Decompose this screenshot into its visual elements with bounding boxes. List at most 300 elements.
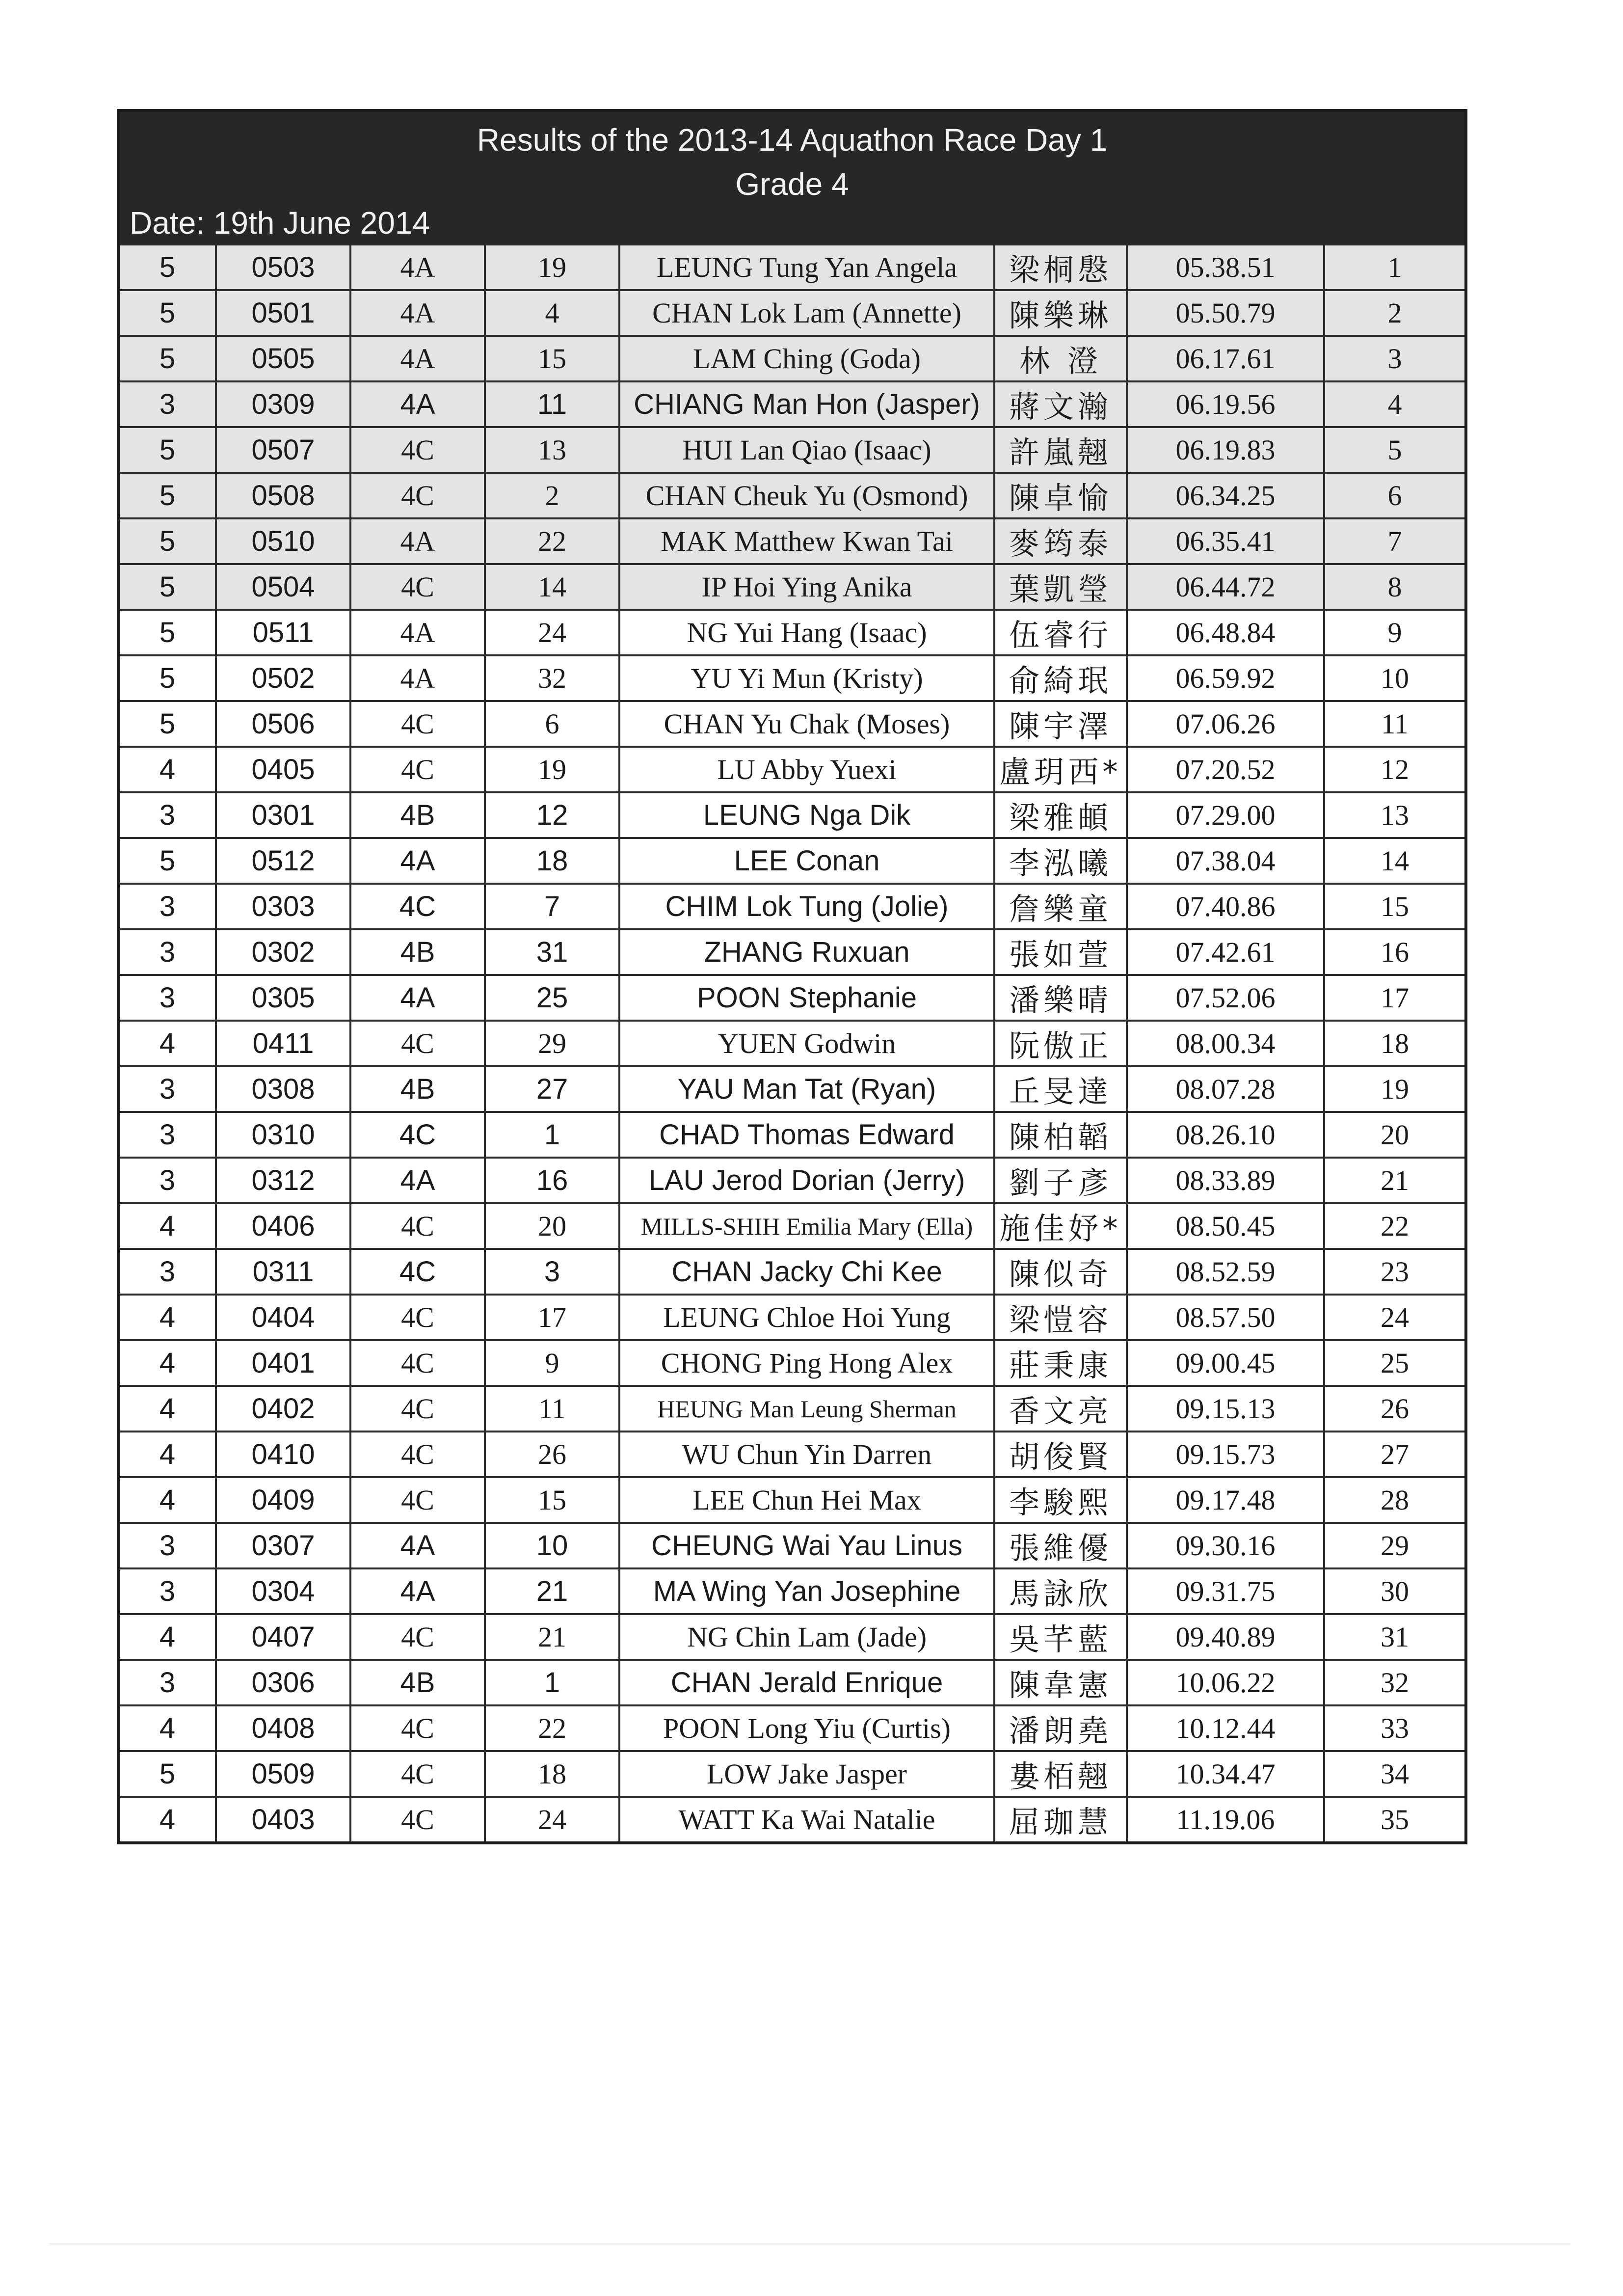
row-code-cell: 3	[120, 975, 216, 1021]
table-row	[120, 1340, 1464, 1386]
class-number-cell: 11	[485, 381, 619, 427]
class-cell: 4A	[350, 290, 485, 336]
class-cell: 4C	[350, 884, 485, 929]
race-date: Date: 19th June 2014	[130, 205, 430, 241]
table-row	[120, 747, 1464, 792]
table-row	[120, 1751, 1464, 1797]
class-number-cell: 16	[485, 1158, 619, 1203]
student-name-cell: YUEN Godwin	[619, 1021, 994, 1066]
chinese-name-cell: 施佳妤*	[994, 1203, 1127, 1249]
student-name-cell: LEUNG Tung Yan Angela	[619, 245, 994, 290]
row-code-cell: 5	[120, 518, 216, 564]
student-name-cell: LAM Ching (Goda)	[619, 336, 994, 381]
class-cell: 4A	[350, 610, 485, 655]
chinese-name-cell: 伍睿行	[994, 610, 1127, 655]
student-id-cell: 0308	[216, 1066, 350, 1112]
race-time-cell: 09.00.45	[1127, 1340, 1324, 1386]
position-cell: 17	[1324, 975, 1464, 1021]
class-cell: 4A	[350, 655, 485, 701]
class-cell: 4C	[350, 1340, 485, 1386]
row-code-cell: 5	[120, 655, 216, 701]
class-cell: 4A	[350, 1158, 485, 1203]
table-row	[120, 884, 1464, 929]
student-name-cell: LEE Conan	[619, 838, 994, 884]
row-code-cell: 4	[120, 1614, 216, 1660]
class-cell: 4C	[350, 1386, 485, 1432]
race-time-cell: 07.06.26	[1127, 701, 1324, 747]
student-id-cell: 0304	[216, 1568, 350, 1614]
class-number-cell: 22	[485, 1705, 619, 1751]
student-name-cell: YAU Man Tat (Ryan)	[619, 1066, 994, 1112]
student-name-cell: MILLS-SHIH Emilia Mary (Ella)	[619, 1203, 994, 1249]
scan-edge-line	[49, 2243, 1570, 2244]
position-cell: 10	[1324, 655, 1464, 701]
class-number-cell: 25	[485, 975, 619, 1021]
student-id-cell: 0410	[216, 1432, 350, 1477]
position-cell: 8	[1324, 564, 1464, 610]
class-number-cell: 18	[485, 838, 619, 884]
class-number-cell: 1	[485, 1660, 619, 1705]
position-cell: 30	[1324, 1568, 1464, 1614]
chinese-name-cell: 俞綺珉	[994, 655, 1127, 701]
student-id-cell: 0409	[216, 1477, 350, 1523]
chinese-name-cell: 張維優	[994, 1523, 1127, 1568]
race-time-cell: 06.59.92	[1127, 655, 1324, 701]
student-id-cell: 0309	[216, 381, 350, 427]
row-code-cell: 5	[120, 701, 216, 747]
student-name-cell: CHIM Lok Tung (Jolie)	[619, 884, 994, 929]
class-cell: 4B	[350, 1066, 485, 1112]
class-number-cell: 27	[485, 1066, 619, 1112]
position-cell: 14	[1324, 838, 1464, 884]
table-row	[120, 1614, 1464, 1660]
class-number-cell: 21	[485, 1568, 619, 1614]
table-row	[120, 1432, 1464, 1477]
row-code-cell: 4	[120, 1386, 216, 1432]
table-row	[120, 1203, 1464, 1249]
chinese-name-cell: 婁栢翹	[994, 1751, 1127, 1797]
chinese-name-cell: 莊秉康	[994, 1340, 1127, 1386]
race-time-cell: 06.34.25	[1127, 473, 1324, 518]
race-time-cell: 09.30.16	[1127, 1523, 1324, 1568]
chinese-name-cell: 梁雅頔	[994, 792, 1127, 838]
chinese-name-cell: 林 澄	[994, 336, 1127, 381]
class-number-cell: 4	[485, 290, 619, 336]
student-name-cell: CHAN Cheuk Yu (Osmond)	[619, 473, 994, 518]
student-name-cell: HUI Lan Qiao (Isaac)	[619, 427, 994, 473]
race-time-cell: 06.17.61	[1127, 336, 1324, 381]
student-id-cell: 0501	[216, 290, 350, 336]
class-cell: 4A	[350, 245, 485, 290]
table-row	[120, 1705, 1464, 1751]
class-number-cell: 17	[485, 1295, 619, 1340]
race-time-cell: 08.57.50	[1127, 1295, 1324, 1340]
student-id-cell: 0404	[216, 1295, 350, 1340]
class-cell: 4C	[350, 1751, 485, 1797]
student-name-cell: HEUNG Man Leung Sherman	[619, 1386, 994, 1432]
race-time-cell: 07.38.04	[1127, 838, 1324, 884]
results-title: Results of the 2013-14 Aquathon Race Day 1	[477, 122, 1108, 158]
student-name-cell: CHONG Ping Hong Alex	[619, 1340, 994, 1386]
position-cell: 33	[1324, 1705, 1464, 1751]
chinese-name-cell: 屈珈慧	[994, 1797, 1127, 1841]
position-cell: 23	[1324, 1249, 1464, 1295]
student-id-cell: 0311	[216, 1249, 350, 1295]
row-code-cell: 5	[120, 1751, 216, 1797]
student-name-cell: LAU Jerod Dorian (Jerry)	[619, 1158, 994, 1203]
table-row	[120, 1158, 1464, 1203]
table-row	[120, 1295, 1464, 1340]
position-cell: 26	[1324, 1386, 1464, 1432]
class-number-cell: 6	[485, 701, 619, 747]
chinese-name-cell: 劉子彥	[994, 1158, 1127, 1203]
class-number-cell: 22	[485, 518, 619, 564]
student-id-cell: 0305	[216, 975, 350, 1021]
class-cell: 4C	[350, 1112, 485, 1158]
table-row	[120, 381, 1464, 427]
class-cell: 4C	[350, 1249, 485, 1295]
race-time-cell: 09.40.89	[1127, 1614, 1324, 1660]
table-row	[120, 1523, 1464, 1568]
class-number-cell: 24	[485, 1797, 619, 1841]
class-cell: 4A	[350, 1568, 485, 1614]
student-name-cell: CHAN Jerald Enrique	[619, 1660, 994, 1705]
row-code-cell: 4	[120, 1295, 216, 1340]
student-name-cell: NG Chin Lam (Jade)	[619, 1614, 994, 1660]
position-cell: 2	[1324, 290, 1464, 336]
position-cell: 12	[1324, 747, 1464, 792]
student-id-cell: 0508	[216, 473, 350, 518]
race-time-cell: 06.44.72	[1127, 564, 1324, 610]
student-id-cell: 0406	[216, 1203, 350, 1249]
student-id-cell: 0511	[216, 610, 350, 655]
race-time-cell: 06.48.84	[1127, 610, 1324, 655]
student-name-cell: CHAD Thomas Edward	[619, 1112, 994, 1158]
chinese-name-cell: 梁桐慇	[994, 245, 1127, 290]
table-row	[120, 701, 1464, 747]
row-code-cell: 4	[120, 1021, 216, 1066]
table-row	[120, 518, 1464, 564]
race-time-cell: 06.19.83	[1127, 427, 1324, 473]
results-table-body	[120, 245, 1464, 1841]
class-cell: 4C	[350, 1203, 485, 1249]
row-code-cell: 3	[120, 792, 216, 838]
row-code-cell: 4	[120, 1340, 216, 1386]
chinese-name-cell: 潘朗堯	[994, 1705, 1127, 1751]
student-name-cell: CHAN Yu Chak (Moses)	[619, 701, 994, 747]
student-id-cell: 0306	[216, 1660, 350, 1705]
student-id-cell: 0312	[216, 1158, 350, 1203]
chinese-name-cell: 梁愷容	[994, 1295, 1127, 1340]
row-code-cell: 3	[120, 1660, 216, 1705]
position-cell: 35	[1381, 1804, 1409, 1836]
position-cell: 34	[1324, 1751, 1464, 1797]
class-number-cell: 19	[485, 747, 619, 792]
table-row	[120, 975, 1464, 1021]
position-cell: 18	[1324, 1021, 1464, 1066]
position-cell: 9	[1324, 610, 1464, 655]
class-number-cell: 15	[485, 336, 619, 381]
class-cell: 4A	[350, 1523, 485, 1568]
position-cell: 25	[1324, 1340, 1464, 1386]
class-number-cell: 32	[485, 655, 619, 701]
position-cell: 21	[1324, 1158, 1464, 1203]
class-cell: 4C	[350, 564, 485, 610]
row-code-cell: 3	[120, 381, 216, 427]
class-number-cell: 14	[485, 564, 619, 610]
row-code-cell: 4	[120, 1797, 216, 1841]
position-cell: 13	[1324, 792, 1464, 838]
row-code-cell: 5	[120, 290, 216, 336]
class-number-cell: 12	[485, 792, 619, 838]
student-name-cell: ZHANG Ruxuan	[619, 929, 994, 975]
student-id-cell: 0408	[216, 1705, 350, 1751]
race-time-cell: 10.34.47	[1127, 1751, 1324, 1797]
class-number-cell: 3	[485, 1249, 619, 1295]
student-id-cell: 0506	[216, 701, 350, 747]
student-id-cell: 0405	[216, 747, 350, 792]
row-code-cell: 3	[120, 1249, 216, 1295]
student-id-cell: 0411	[216, 1021, 350, 1066]
race-time-cell: 07.29.00	[1127, 792, 1324, 838]
row-code-cell: 4	[120, 747, 216, 792]
chinese-name-cell: 陳韋憲	[994, 1660, 1127, 1705]
race-time-cell: 10.06.22	[1127, 1660, 1324, 1705]
results-header	[120, 112, 1464, 245]
race-time-cell: 07.42.61	[1127, 929, 1324, 975]
class-cell: 4A	[350, 381, 485, 427]
chinese-name-cell: 香文亮	[994, 1386, 1127, 1432]
table-row	[120, 290, 1464, 336]
class-cell: 4C	[350, 1021, 485, 1066]
student-name-cell: LEUNG Chloe Hoi Yung	[619, 1295, 994, 1340]
row-code-cell: 4	[120, 1203, 216, 1249]
chinese-name-cell: 李泓曦	[994, 838, 1127, 884]
table-row	[120, 1797, 1464, 1841]
table-row	[120, 336, 1464, 381]
student-name-cell: POON Long Yiu (Curtis)	[619, 1705, 994, 1751]
race-time-cell: 05.50.79	[1127, 290, 1324, 336]
student-name-cell: CHAN Jacky Chi Kee	[619, 1249, 994, 1295]
student-name-cell: YU Yi Mun (Kristy)	[619, 655, 994, 701]
student-id-cell: 0503	[216, 245, 350, 290]
race-time-cell: 08.52.59	[1127, 1249, 1324, 1295]
class-cell: 4A	[350, 975, 485, 1021]
results-table	[120, 245, 1464, 1841]
row-code-cell: 5	[120, 245, 216, 290]
row-code-cell: 5	[120, 336, 216, 381]
race-time-cell: 08.07.28	[1127, 1066, 1324, 1112]
position-cell: 31	[1324, 1614, 1464, 1660]
position-cell: 29	[1324, 1523, 1464, 1568]
race-time-cell: 05.38.51	[1127, 245, 1324, 290]
chinese-name-cell: 陳似奇	[994, 1249, 1127, 1295]
student-name-cell: LEUNG Nga Dik	[619, 792, 994, 838]
student-name-cell: CHIANG Man Hon (Jasper)	[619, 381, 994, 427]
row-code-cell: 5	[120, 610, 216, 655]
class-cell: 4C	[350, 427, 485, 473]
position-cell: 16	[1324, 929, 1464, 975]
student-id-cell: 0301	[216, 792, 350, 838]
race-time-cell: 09.31.75	[1127, 1568, 1324, 1614]
chinese-name-cell: 阮傲正	[994, 1021, 1127, 1066]
chinese-name-cell: 陳樂琳	[994, 290, 1127, 336]
race-time-cell: 07.40.86	[1127, 884, 1324, 929]
table-row	[120, 655, 1464, 701]
student-id-cell: 0505	[216, 336, 350, 381]
class-number-cell: 11	[485, 1386, 619, 1432]
table-row	[120, 1477, 1464, 1523]
table-row	[120, 1112, 1464, 1158]
class-number-cell: 29	[485, 1021, 619, 1066]
student-name-cell: MAK Matthew Kwan Tai	[619, 518, 994, 564]
student-name-cell: LOW Jake Jasper	[619, 1751, 994, 1797]
position-cell: 1	[1324, 245, 1464, 290]
student-id-cell: 0407	[216, 1614, 350, 1660]
class-number-cell: 2	[485, 473, 619, 518]
student-name-cell: WATT Ka Wai Natalie	[619, 1797, 994, 1841]
race-time-cell: 06.35.41	[1127, 518, 1324, 564]
chinese-name-cell: 陳柏韜	[994, 1112, 1127, 1158]
race-time-cell: 06.19.56	[1127, 381, 1324, 427]
position-cell: 32	[1324, 1660, 1464, 1705]
chinese-name-cell: 蔣文瀚	[994, 381, 1127, 427]
race-time-cell: 08.26.10	[1127, 1112, 1324, 1158]
class-cell: 4B	[350, 1660, 485, 1705]
race-time-cell: 09.15.13	[1127, 1386, 1324, 1432]
results-table-frame	[117, 109, 1467, 1844]
position-cell: 6	[1324, 473, 1464, 518]
table-row	[120, 1066, 1464, 1112]
class-number-cell: 20	[485, 1203, 619, 1249]
class-cell: 4C	[350, 1614, 485, 1660]
class-number-cell: 1	[485, 1112, 619, 1158]
student-name-cell: POON Stephanie	[619, 975, 994, 1021]
student-name-cell: NG Yui Hang (Isaac)	[619, 610, 994, 655]
class-number-cell: 21	[485, 1614, 619, 1660]
row-code-cell: 3	[120, 1158, 216, 1203]
table-row	[120, 838, 1464, 884]
race-time-cell: 08.33.89	[1127, 1158, 1324, 1203]
class-cell: 4A	[350, 336, 485, 381]
student-id-cell: 0402	[216, 1386, 350, 1432]
student-name-cell: MA Wing Yan Josephine	[619, 1568, 994, 1614]
student-id-cell: 0302	[216, 929, 350, 975]
chinese-name-cell: 馬詠欣	[994, 1568, 1127, 1614]
row-code-cell: 3	[120, 884, 216, 929]
student-id-cell: 0507	[216, 427, 350, 473]
student-name-cell: WU Chun Yin Darren	[619, 1432, 994, 1477]
race-time-cell: 09.15.73	[1127, 1432, 1324, 1477]
position-cell: 7	[1324, 518, 1464, 564]
class-number-cell: 10	[485, 1523, 619, 1568]
class-cell: 4A	[350, 838, 485, 884]
class-number-cell: 7	[485, 884, 619, 929]
student-name-cell: CHEUNG Wai Yau Linus	[619, 1523, 994, 1568]
chinese-name-cell: 盧玥西*	[994, 747, 1127, 792]
row-code-cell: 5	[120, 564, 216, 610]
table-row	[120, 245, 1464, 290]
student-id-cell: 0401	[216, 1340, 350, 1386]
class-cell: 4B	[350, 792, 485, 838]
student-id-cell: 0502	[216, 655, 350, 701]
student-id-cell: 0403	[216, 1797, 350, 1841]
student-name-cell: LU Abby Yuexi	[619, 747, 994, 792]
class-cell: 4B	[350, 929, 485, 975]
row-code-cell: 4	[120, 1705, 216, 1751]
row-code-cell: 3	[120, 1112, 216, 1158]
student-id-cell: 0303	[216, 884, 350, 929]
class-number-cell: 9	[485, 1340, 619, 1386]
student-id-cell: 0504	[216, 564, 350, 610]
class-number-cell: 26	[485, 1432, 619, 1477]
race-time-cell: 08.50.45	[1127, 1203, 1324, 1249]
class-cell: 4C	[350, 1477, 485, 1523]
table-row	[120, 1021, 1464, 1066]
student-name-cell: LEE Chun Hei Max	[619, 1477, 994, 1523]
class-number-cell: 13	[485, 427, 619, 473]
race-time-cell: 07.20.52	[1127, 747, 1324, 792]
chinese-name-cell: 詹樂童	[994, 884, 1127, 929]
student-id-cell: 0307	[216, 1523, 350, 1568]
chinese-name-cell: 許嵐翹	[994, 427, 1127, 473]
class-number-cell: 24	[485, 610, 619, 655]
class-cell: 4C	[350, 1295, 485, 1340]
class-cell: 4C	[350, 701, 485, 747]
table-row	[120, 610, 1464, 655]
position-cell: 11	[1324, 701, 1464, 747]
student-name-cell: CHAN Lok Lam (Annette)	[619, 290, 994, 336]
position-cell: 20	[1324, 1112, 1464, 1158]
race-time-cell: 10.12.44	[1127, 1705, 1324, 1751]
row-code-cell: 3	[120, 1568, 216, 1614]
row-code-cell: 3	[120, 1523, 216, 1568]
chinese-name-cell: 潘樂晴	[994, 975, 1127, 1021]
student-id-cell: 0510	[216, 518, 350, 564]
class-cell: 4C	[350, 1797, 485, 1841]
position-cell: 4	[1324, 381, 1464, 427]
race-time-cell: 09.17.48	[1127, 1477, 1324, 1523]
position-cell: 3	[1324, 336, 1464, 381]
class-cell: 4A	[350, 518, 485, 564]
table-row	[120, 1249, 1464, 1295]
class-number-cell: 15	[485, 1477, 619, 1523]
position-cell: 19	[1324, 1066, 1464, 1112]
chinese-name-cell: 李駿熙	[994, 1477, 1127, 1523]
table-row	[120, 473, 1464, 518]
chinese-name-cell: 陳卓愉	[994, 473, 1127, 518]
position-cell: 15	[1324, 884, 1464, 929]
table-row	[120, 1386, 1464, 1432]
student-id-cell: 0512	[216, 838, 350, 884]
row-code-cell: 5	[120, 473, 216, 518]
position-cell: 5	[1324, 427, 1464, 473]
position-cell: 22	[1324, 1203, 1464, 1249]
row-code-cell: 5	[120, 427, 216, 473]
table-row	[120, 1660, 1464, 1705]
position-cell: 24	[1324, 1295, 1464, 1340]
position-cell: 28	[1324, 1477, 1464, 1523]
class-cell: 4C	[350, 747, 485, 792]
chinese-name-cell: 胡俊賢	[994, 1432, 1127, 1477]
row-code-cell: 3	[120, 1066, 216, 1112]
chinese-name-cell: 吳芊藍	[994, 1614, 1127, 1660]
row-code-cell: 4	[120, 1477, 216, 1523]
table-row	[120, 929, 1464, 975]
class-number-cell: 18	[485, 1751, 619, 1797]
chinese-name-cell: 陳宇澤	[994, 701, 1127, 747]
student-name-cell: IP Hoi Ying Anika	[619, 564, 994, 610]
